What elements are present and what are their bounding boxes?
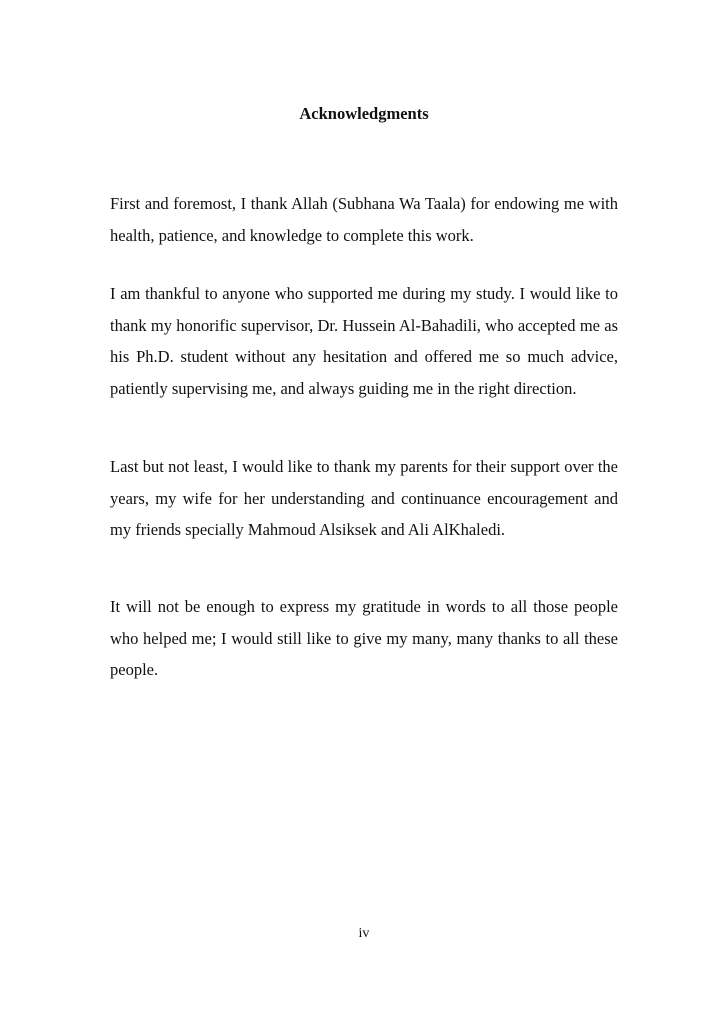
paragraph-thanks-supervisor: I am thankful to anyone who supported me during my study. I would like to thank my honorific supervisor, Dr. Hussein Al-Bahadili, who accepted me as his Ph.D. student without any hesitation and offered me so much advice, patiently supervising me, and always guiding me in the right direction. bbox=[110, 284, 618, 398]
page-number: iv bbox=[358, 926, 370, 941]
page-title: Acknowledgments bbox=[299, 104, 429, 123]
paragraph-thanks-family: Last but not least, I would like to thank my parents for their support over the years, my wife for her understanding and continuance encouragement and my friends specially Mahmoud Alsiksek and Ali AlKhaledi. bbox=[110, 457, 618, 539]
paragraph-closing-gratitude: It will not be enough to express my gratitude in words to all those people who helped me; I would still like to give my many, many thanks to all these people. bbox=[110, 597, 618, 679]
paragraph-thanks-allah: First and foremost, I thank Allah (Subhana Wa Taala) for endowing me with health, patience, and knowledge to complete this work. bbox=[110, 194, 618, 245]
